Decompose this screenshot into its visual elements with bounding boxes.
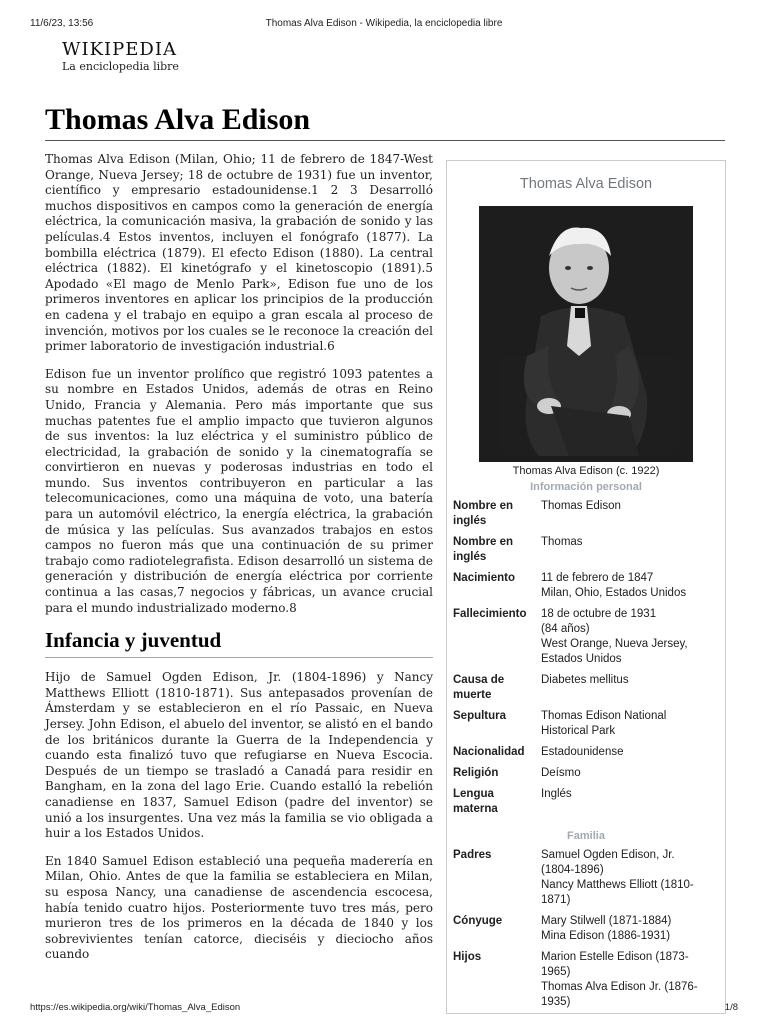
- infobox-label: Religión: [453, 767, 499, 779]
- infobox-value-line: 18 de octubre de 1931: [541, 608, 657, 620]
- infobox-value: [537, 709, 721, 739]
- infobox-value-line: 1965): [541, 966, 571, 978]
- infobox-value: [537, 787, 721, 817]
- infobox-section-family: Familia: [567, 830, 605, 842]
- page-title: Thomas Alva Edison: [45, 103, 311, 136]
- infobox-row: [447, 532, 725, 568]
- article-paragraph: Hijo de Samuel Ogden Edison, Jr. (1804-1896) y Nancy Matthews Elliott (1810-1871). Sus antepasados provenían de Ámsterdam y se establecieron en el río Passaic, en Nueva Jersey. John Edison, el abuelo del inventor, se alistó en el bando de los británicos durante la Guerra de la Independencia y cuando esta finalizó tuvo que refugiarse en Nueva Escocia. Después de un tiempo se trasladó a Canadá para residir en Bangham, en la zona del lago Erie. Cuando estalló la rebelión canadiense en 1837, Samuel Edison (padre del inventor) se unió a los insurgentes. Una vez más la familia se vio obligada a huir a los Estados Unidos.: [45, 670, 433, 841]
- infobox-value-line: Thomas Alva Edison Jr. (1876-: [541, 981, 698, 993]
- infobox-value: [537, 607, 721, 667]
- infobox-value: [537, 499, 721, 529]
- print-footer: [0, 1000, 768, 1016]
- infobox-value-line: Mary Stilwell (1871-1884): [541, 915, 672, 927]
- infobox-title: Thomas Alva Edison: [519, 176, 653, 192]
- infobox-value-line: Thomas Edison: [541, 500, 621, 512]
- infobox-label: Nombre en inglés: [453, 500, 514, 527]
- image-caption: Thomas Alva Edison (c. 1922): [512, 465, 660, 477]
- infobox-value-line: Nancy Matthews Elliott (1810-: [541, 879, 694, 891]
- infobox-value-line: Marion Estelle Edison (1873-: [541, 951, 689, 963]
- article-paragraph: En 1840 Samuel Edison estableció una pequeña maderería en Milan, Ohio. Antes de que la familia se estableciera en Milan, su esposa Nancy, una canadiense de ascendencia escocesa, había tenido cuatro hijos. Posteriormente tuvo tres más, pero murieron tres de los primeros en la década de 1840 y los sobrevivientes tenían catorce, dieciséis y dieciocho años cuando: [45, 853, 433, 962]
- infobox-value-line: Estados Unidos: [541, 653, 622, 665]
- infobox-row: [447, 742, 725, 763]
- page-number: 1/8: [724, 1002, 738, 1013]
- infobox-row: [447, 568, 725, 604]
- infobox-value-line: Mina Edison (1886-1931): [541, 930, 671, 942]
- section-heading: Infancia y juventud: [45, 628, 433, 658]
- infobox-value-line: Thomas Edison National: [541, 710, 667, 722]
- article-paragraph: Edison fue un inventor prolífico que registró 1093 patentes a su nombre en Estados Unidos, además de otras en Reino Unido, Francia y Alemania. Pero más importante que sus muchas patentes fue el amplio impacto que tuvieron algunos de sus inventos: la luz eléctrica y el suministro público de electricidad, la grabación de sonido y la cinematografía se convirtieron en nuevas y poderosas industrias en todo el mundo. Sus inventos contribuyeron en particular a las telecomunicaciones, como una máquina de voto, una batería para un automóvil eléctrico, la energía eléctrica, la grabación de música y las películas. Sus avanzados trabajos en estos campos no fueron más que una continuación de su primer trabajo como radiotelegrafista. Edison desarrolló un sistema de generación y distribución de energía eléctrica por corriente continua a las casas,7 negocios y fábricas, un avance crucial para el mundo industrializado moderno.8: [45, 366, 433, 615]
- infobox-section-personal: Información personal: [530, 481, 642, 493]
- wikipedia-logo[interactable]: [62, 40, 262, 74]
- print-header: [0, 14, 768, 34]
- infobox-value-line: 1871): [541, 894, 571, 906]
- infobox-label: Hijos: [453, 951, 482, 963]
- infobox: [446, 160, 726, 1014]
- infobox-value-line: Diabetes mellitus: [541, 674, 629, 686]
- infobox-value-line: Historical Park: [541, 725, 616, 737]
- infobox-value: [537, 745, 721, 760]
- infobox-label: Padres: [453, 849, 492, 861]
- infobox-value-line: Milan, Ohio, Estados Unidos: [541, 587, 687, 599]
- infobox-value: [537, 571, 721, 601]
- infobox-value-line: 1935): [541, 996, 571, 1008]
- infobox-label: Nombre en inglés: [453, 536, 514, 563]
- infobox-value: [537, 535, 721, 565]
- infobox-value: [537, 673, 721, 703]
- infobox-value-line: (1804-1896): [541, 864, 604, 876]
- infobox-value-line: West Orange, Nueva Jersey,: [541, 638, 688, 650]
- infobox-value-line: (84 años): [541, 623, 590, 635]
- infobox-label: Nacimiento: [453, 572, 515, 584]
- infobox-row: [447, 911, 725, 947]
- print-date: 11/6/23, 13:56: [30, 18, 94, 29]
- title-divider: [45, 140, 725, 141]
- infobox-personal-rows: [447, 496, 725, 820]
- infobox-value-line: Deísmo: [541, 767, 581, 779]
- logo-tagline: La enciclopedia libre: [62, 60, 179, 73]
- infobox-value: [537, 848, 721, 908]
- infobox-value-line: 11 de febrero de 1847: [541, 572, 654, 584]
- infobox-row: [447, 845, 725, 911]
- infobox-row: [447, 763, 725, 784]
- infobox-row: [447, 784, 725, 820]
- portrait-image[interactable]: [479, 206, 693, 462]
- infobox-value: [537, 766, 721, 781]
- infobox-row: [447, 706, 725, 742]
- logo-wordmark: WIKIPEDIA: [62, 39, 177, 60]
- infobox-label: Nacionalidad: [453, 746, 525, 758]
- print-title: Thomas Alva Edison - Wikipedia, la enciclopedia libre: [265, 18, 503, 29]
- article-body: [45, 152, 433, 975]
- infobox-label: Cónyuge: [453, 915, 503, 927]
- print-url[interactable]: https://es.wikipedia.org/wiki/Thomas_Alva_Edison: [30, 1002, 241, 1013]
- infobox-row: [447, 670, 725, 706]
- infobox-value-line: Inglés: [541, 788, 572, 800]
- infobox-value-line: Samuel Ogden Edison, Jr.: [541, 849, 675, 861]
- infobox-label: Lengua materna: [453, 788, 498, 815]
- infobox-value: [537, 914, 721, 944]
- infobox-value-line: Estadounidense: [541, 746, 624, 758]
- infobox-label: Sepultura: [453, 710, 507, 722]
- infobox-label: Causa de muerte: [453, 674, 505, 701]
- infobox-value-line: Thomas: [541, 536, 583, 548]
- infobox-row: [447, 604, 725, 670]
- infobox-label: Fallecimiento: [453, 608, 527, 620]
- article-paragraph: Thomas Alva Edison (Milan, Ohio; 11 de febrero de 1847-West Orange, Nueva Jersey; 18 de octubre de 1931) fue un inventor, científico y empresario estadounidense.1 2 3 Desarrolló muchos dispositivos en campos como la generación de energía eléctrica, la comunicación masiva, la grabación de sonido y las películas.4 Estos inventos, incluyen el fonógrafo (1877). La bombilla eléctrica (1879). El efecto Edison (1880). La central eléctrica (1882). El kinetógrafo y el kinetoscopio (1891).5 Apodado «El mago de Menlo Park», Edison fue uno de los primeros inventores en aplicar los principios de la producción en cadena y el trabajo en equipo a gran escala al proceso de invención, motivos por los cuales se le reconoce la creación del primer laboratorio de investigación industrial.6: [45, 152, 433, 354]
- infobox-row: [447, 496, 725, 532]
- infobox-family-rows: [447, 845, 725, 1013]
